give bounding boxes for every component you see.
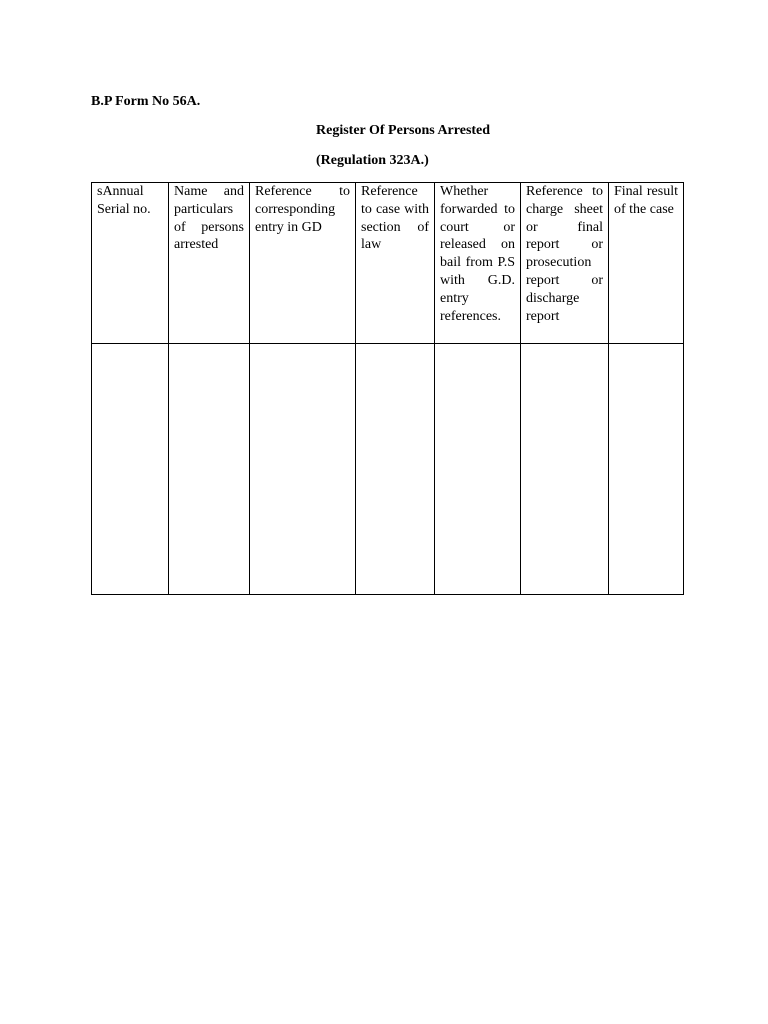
table-cell: [435, 344, 521, 595]
column-header-name-particulars: Name and particulars of persons arrested: [169, 183, 250, 344]
column-header-forwarded-or-bail: Whether forwarded to court or released on bail from P.S with G.D. entry references.: [435, 183, 521, 344]
table-cell: [356, 344, 435, 595]
table-header: [92, 183, 684, 344]
form-number: B.P Form No 56A.: [91, 94, 201, 109]
column-header-gd-reference: Reference to corresponding entry in GD: [250, 183, 356, 344]
column-header-final-result: Final result of the case: [609, 183, 684, 344]
column-header-case-reference: Reference to case with section of law: [356, 183, 435, 344]
table-cell: [609, 344, 684, 595]
table-cell: [92, 344, 169, 595]
column-header-charge-sheet-reference: Reference to charge sheet or final report or prosecution report or discharge report: [521, 183, 609, 344]
column-header-serial: sAnnual Serial no.: [92, 183, 169, 344]
arrest-register-table: [91, 182, 684, 595]
table-body: [92, 344, 684, 595]
regulation-reference: (Regulation 323A.): [316, 153, 429, 168]
table-cell: [250, 344, 356, 595]
table-cell: [169, 344, 250, 595]
table-row: [92, 344, 684, 595]
register-title: Register Of Persons Arrested: [316, 123, 491, 138]
header-row: [92, 183, 684, 344]
table-cell: [521, 344, 609, 595]
